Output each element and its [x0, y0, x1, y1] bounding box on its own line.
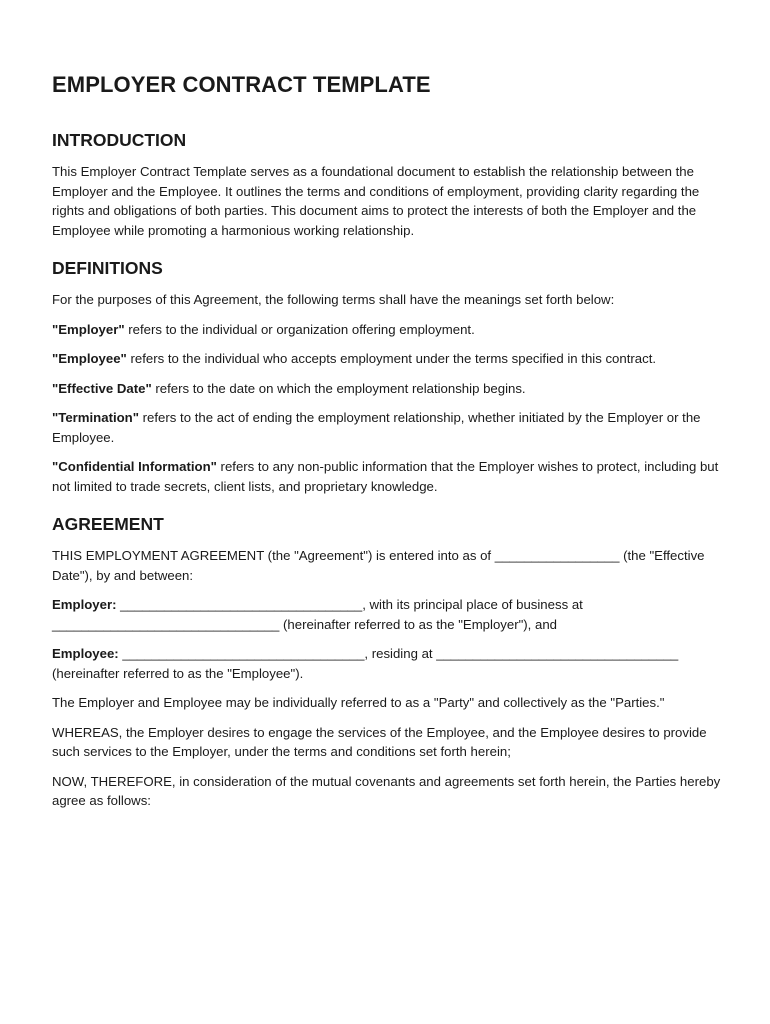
definition-term: "Termination" [52, 410, 139, 425]
employee-text: _________________________________, residing at _________________________________ (hereinafter referred to as the "Employee"). [52, 646, 679, 681]
definition-term: "Employee" [52, 351, 127, 366]
introduction-paragraph: This Employer Contract Template serves as a foundational document to establish the relationship between the Employer and the Employee. It outlines the terms and conditions of employment, providing clarity regarding the rights and obligations of both parties. This document aims to protect the interests of both the Employer and the Employee while promoting a harmonious working relationship. [52, 164, 700, 238]
agreement-section [52, 512, 724, 811]
now-therefore-paragraph: NOW, THEREFORE, in consideration of the mutual covenants and agreements set forth herein, the Parties hereby agree as follows: [52, 773, 721, 808]
employee-clause [52, 644, 724, 683]
definition-item [52, 349, 724, 369]
document-page [52, 70, 724, 827]
employer-label: Employer: [52, 597, 117, 612]
definition-term: "Confidential Information" [52, 459, 217, 474]
definitions-heading: DEFINITIONS [52, 258, 163, 278]
definition-text: refers to the individual or organization offering employment. [124, 321, 475, 337]
definition-item [52, 408, 724, 447]
party-paragraph: The Employer and Employee may be individually referred to as a "Party" and collectively as the "Parties." [52, 695, 665, 710]
definition-item [52, 379, 724, 399]
agreement-heading: AGREEMENT [52, 514, 164, 534]
employee-label: Employee: [52, 646, 119, 661]
employer-clause [52, 595, 724, 634]
definition-term: "Employer" [52, 321, 125, 337]
agreement-opening: THIS EMPLOYMENT AGREEMENT (the "Agreement") is entered into as of _________________ (the "Effective Date"), by and between: [52, 548, 705, 583]
definition-text: refers to the date on which the employment relationship begins. [151, 380, 526, 396]
definition-item [52, 457, 724, 496]
definitions-lead: For the purposes of this Agreement, the following terms shall have the meanings set forth below: [52, 292, 615, 307]
definition-text: refers to the individual who accepts employment under the terms specified in this contract. [126, 351, 657, 366]
definition-text: refers to the act of ending the employment relationship, whether initiated by the Employer or the Employee. [52, 410, 701, 445]
whereas-paragraph: WHEREAS, the Employer desires to engage the services of the Employee, and the Employee desires to provide such services to the Employer, under the terms and conditions set forth herein; [52, 724, 707, 759]
definition-text: refers to any non-public information that the Employer wishes to protect, including but not limited to trade secrets, client lists, and proprietary knowledge. [52, 459, 719, 494]
document-title: EMPLOYER CONTRACT TEMPLATE [52, 72, 431, 97]
definition-item [52, 320, 724, 340]
introduction-section [52, 128, 724, 240]
introduction-heading: INTRODUCTION [52, 130, 187, 150]
definition-term: "Effective Date" [52, 380, 152, 396]
definitions-section [52, 256, 724, 496]
employer-text: _________________________________, with its principal place of business at _______________________________ (hereinafter referred to as the "Employer"), and [52, 597, 583, 632]
